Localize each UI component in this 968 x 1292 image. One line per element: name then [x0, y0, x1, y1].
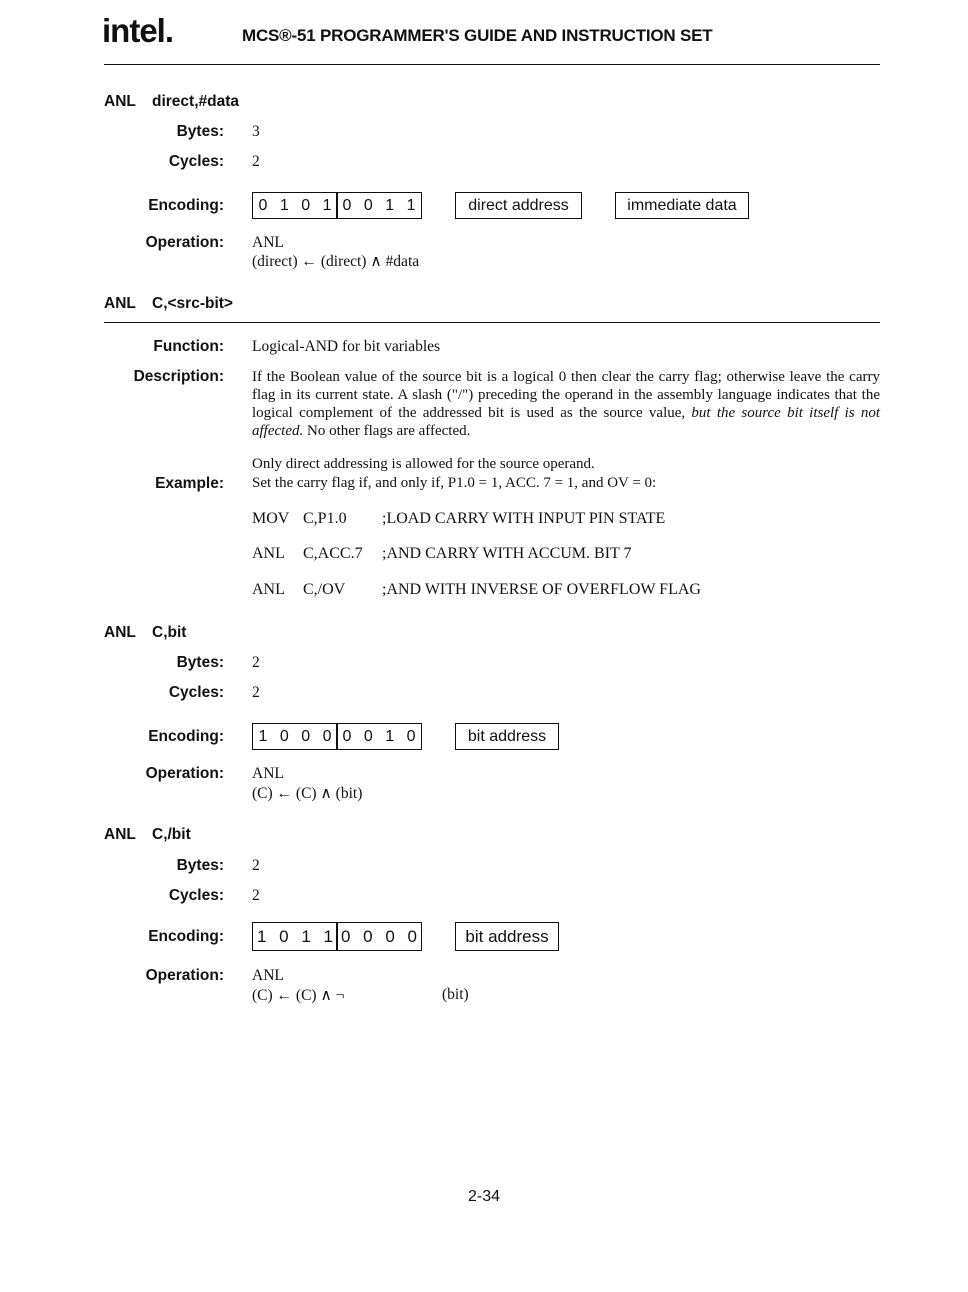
intel-logo: intel.	[102, 12, 174, 49]
bytes-value: 3	[252, 123, 260, 140]
encoding-high-nibble: 1 0 0 0	[252, 723, 338, 750]
operation-line-1: ANL	[252, 234, 284, 251]
operation-line-2: (C) ← (C) ∧ ¬	[252, 987, 345, 1004]
description-line-2: Only direct addressing is allowed for the source operand.	[252, 456, 595, 472]
operation-label: Operation:	[145, 234, 224, 251]
encoding-high-nibble: 1 0 1 1	[252, 922, 338, 951]
header-rule	[104, 64, 880, 65]
encoding-direct-address-field: direct address	[455, 192, 582, 219]
section-title-anl-c-src-bit: ANL C,<src-bit>	[104, 295, 233, 312]
operation-line-1: ANL	[252, 967, 284, 984]
header-title: MCS®-51 PROGRAMMER'S GUIDE AND INSTRUCTION SET	[242, 26, 713, 45]
encoding-low-nibble: 0 0 1 1	[336, 192, 422, 219]
section-rule	[104, 322, 880, 323]
page-number: 2-34	[467, 1188, 501, 1205]
function-value: Logical-AND for bit variables	[252, 338, 441, 355]
section-title-anl-c-not-bit: ANL C,/bit	[104, 826, 191, 843]
operation-line-1: ANL	[252, 765, 284, 782]
bytes-value: 2	[252, 857, 260, 874]
encoding-label: Encoding:	[148, 197, 224, 214]
example-label: Example:	[155, 475, 224, 492]
function-label: Function:	[153, 338, 224, 355]
encoding-label: Encoding:	[148, 728, 224, 745]
encoding-bit-address-field: bit address	[455, 723, 559, 750]
cycles-value: 2	[252, 887, 260, 904]
operation-label: Operation:	[145, 765, 224, 782]
bytes-label: Bytes:	[176, 654, 224, 671]
encoding-high-nibble: 0 1 0 1	[252, 192, 338, 219]
encoding-low-nibble: 0 0 1 0	[336, 723, 422, 750]
cycles-value: 2	[252, 684, 260, 701]
example-text: Set the carry flag if, and only if, P1.0 = 1, ACC. 7 = 1, and OV = 0:	[252, 475, 657, 491]
section-title-anl-direct-data: ANL direct,#data	[104, 93, 240, 110]
encoding-low-nibble: 0 0 0 0	[336, 922, 422, 951]
description-label: Description:	[133, 368, 224, 385]
operation-line-2-bit: (bit)	[442, 986, 469, 1003]
section-title-anl-c-bit: ANL C,bit	[104, 624, 187, 641]
encoding-label: Encoding:	[148, 928, 224, 945]
operation-label: Operation:	[145, 967, 224, 984]
encoding-bit-address-field: bit address	[455, 922, 559, 951]
cycles-label: Cycles:	[168, 153, 224, 170]
cycles-label: Cycles:	[168, 887, 224, 904]
bytes-label: Bytes:	[176, 857, 224, 874]
encoding-immediate-data-field: immediate data	[615, 192, 749, 219]
bytes-value: 2	[252, 654, 260, 671]
bytes-label: Bytes:	[176, 123, 224, 140]
cycles-label: Cycles:	[168, 684, 224, 701]
operation-line-2: (C) ← (C) ∧ (bit)	[252, 785, 363, 802]
description-text: If the Boolean value of the source bit is a logical 0 then clear the carry flag; otherwise leave the carry flag in its current state. A slash ("/") preceding the operand in the assembly language indicates that the logical complement of the addressed bit is used as the source value, but the source bit itself is not affected. No other flags are affected.	[252, 369, 880, 439]
document-page: intel. MCS®-51 PROGRAMMER'S GUIDE AND INSTRUCTION SET ANL direct,#data Bytes: 3 Cycles: 2 Encoding: 0 1 0 1 0 0 1 1 direct address immediate data Operation: ANL (direct) ← (direct) ∧ #data ANL C,<src-bit> Function: Logical-AND for bit variables Description: If the Boolean value of the source bit is a logical 0 then clear the carry flag; otherwise leave the carry flag in its current state. A slash ("/") preceding the operand in the assembly language indicates that the logical complement of the addressed bit is used as the source value, but the source bit itself is not affected. No other flags are affected. Only direct addressing is allowed for the source operand. Example: Set the carry flag if, and only if, P1.0 = 1, ACC. 7 = 1, and OV = 0: MOV C,P1.0 ;LOAD CARRY WITH INPUT PIN STATE ANL C,ACC.7 ;AND CARRY WITH ACCUM. BIT 7 ANL C,/OV ;AND WITH INVERSE OF OVERFLOW FLAG ANL C,bit Bytes: 2 Cycles: 2 Encoding: 1 0 0 0 0 0 1 0 bit address Operation: ANL (C) ← (C) ∧ (bit) ANL C,/bit Bytes: 2 Cycles: 2 Encoding: 1 0 1 1 0 0 0 0 bit address Operation: ANL (C) ← (C) ∧ ¬ (bit) 2-34	[0, 0, 968, 1292]
cycles-value: 2	[252, 153, 260, 170]
operation-line-2: (direct) ← (direct) ∧ #data	[252, 253, 420, 270]
